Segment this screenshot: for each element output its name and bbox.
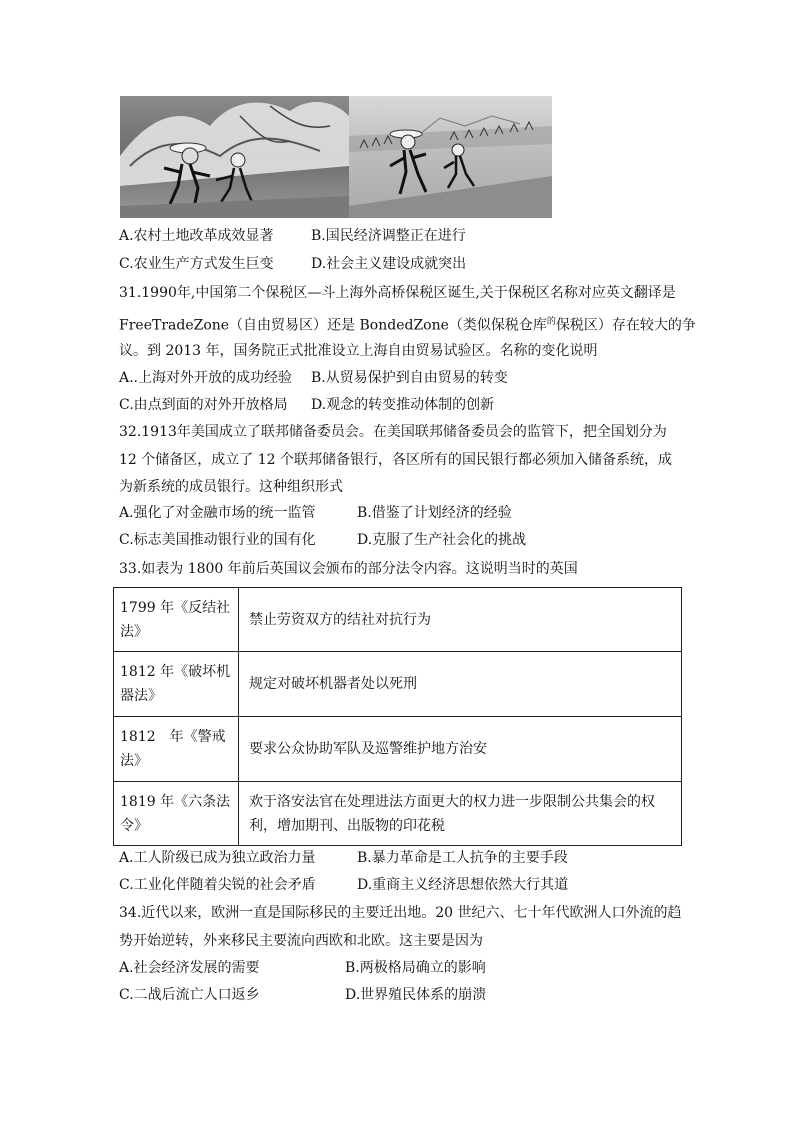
q31-option-d: D.观念的转变推动体制的创新 [311,397,495,413]
q32-stem-line-3: 为新系统的成员银行。这种组织形式 [119,479,343,495]
table-row [114,652,682,717]
q31-stem-line-3: 议。到 2013 年，国务院正式批准设立上海自由贸易试验区。名称的变化说明 [119,343,598,359]
q33-option-a: A.工人阶级已成为独立政治力量 [119,850,316,866]
q33-option-c: C.工业化伴随着尖锐的社会矛盾 [119,877,316,893]
q32-option-d: D.克服了生产社会化的挑战 [357,532,527,548]
law-name-line-1: 1799 年《反结社 [120,599,231,616]
law-description: 规定对破坏机器者处以死刑 [239,652,682,717]
law-name-line-2: 器法》 [120,688,162,704]
law-name-line-1: 1812 年《破坏机 [120,664,231,680]
law-name-line-2: 令》 [120,817,148,834]
law-name-line-1: 1812 年《警戒 [120,729,226,745]
q33-option-b: B.暴力革命是工人抗争的主要手段 [357,850,568,866]
law-description: 禁止劳资双方的结社对抗行为 [239,588,682,652]
cartoon-panel-right [349,96,552,218]
q32-stem-line-2: 12 个储备区，成立了 12 个联邦储备银行，各区所有的国民银行都必须加入储备系统，成 [119,452,672,468]
q31-option-c: C.由点到面的对外开放格局 [119,397,288,413]
q31-stem-line-1: 31.1990年,中国第二个保税区—斗上海外高桥保税区诞生,关于保税区名称对应英文翻译是 [119,285,676,301]
q30-option-b: B.国民经济调整正在进行 [311,228,466,244]
q34-stem-line-2: 势开始逆转，外来移民主要流向西欧和北欧。这主要是因为 [119,933,483,949]
q31-stem-line-2-part-b: 保税区）存在较大的争 [555,317,696,334]
q32-option-b: B.借鉴了计划经济的经验 [357,505,512,521]
q30-option-c: C.农业生产方式发生巨变 [119,256,274,272]
q31-option-b: B.从贸易保护到自由贸易的转变 [311,370,508,386]
law-name [114,782,239,846]
q31-stem-line-2 [119,312,696,336]
q32-stem-line-1: 32.1913年美国成立了联邦储备委员会。在美国联邦储备委员会的监管下，把全国划分为 [119,424,667,440]
q34-option-a: A.社会经济发展的需要 [119,960,260,976]
q32-option-a: A.强化了对金融市场的统一监管 [119,505,316,521]
law-name [114,717,239,782]
law-description [239,782,682,846]
law-name-line-1: 1819 年《六条法 [120,793,231,810]
q30-option-a: A.农村土地改革成效显著 [119,228,274,244]
q34-stem-line-1: 34.近代以来，欧洲一直是国际移民的主要迁出地。20 世纪六、七十年代欧洲人口外流的趋 [119,905,682,921]
q34-option-d: D.世界殖民体系的崩溃 [345,987,487,1003]
cartoon-illustration [120,96,552,218]
law-name-line-2: 法》 [120,623,148,640]
q33-stem: 33.如表为 1800 年前后英国议会颁布的部分法令内容。这说明当时的英国 [119,561,578,577]
q31-stem-line-2-part-a: FreeTradeZone（自由贸易区）还是 BondedZone（类似保税仓库 [119,317,547,334]
cartoon-panel-left [120,96,349,218]
law-name-line-2: 法》 [120,753,148,769]
law-name [114,588,239,652]
laws-table [113,587,682,846]
q30-option-d: D.社会主义建设成就突出 [311,256,467,272]
q34-option-b: B.两极格局确立的影响 [345,960,486,976]
q34-option-c: C.二战后流亡人口返乡 [119,987,260,1003]
table-row [114,588,682,652]
table-row [114,717,682,782]
q32-option-c: C.标志美国推动银行业的国有化 [119,532,316,548]
law-description-line-1: 欢于洛安法官在处理进法方面更大的权力进一步限制公共集会的权 [249,793,655,810]
law-description-line-2: 利，增加期刊、出版物的印花税 [249,817,445,834]
table-row [114,782,682,846]
law-name [114,652,239,717]
law-description: 要求公众协助军队及巡警维护地方治安 [239,717,682,782]
q31-option-a: A..上海对外开放的成功经验 [119,370,293,386]
q31-stem-line-2-sup: 的 [546,317,556,327]
q33-option-d: D.重商主义经济思想依然大行其道 [357,877,569,893]
